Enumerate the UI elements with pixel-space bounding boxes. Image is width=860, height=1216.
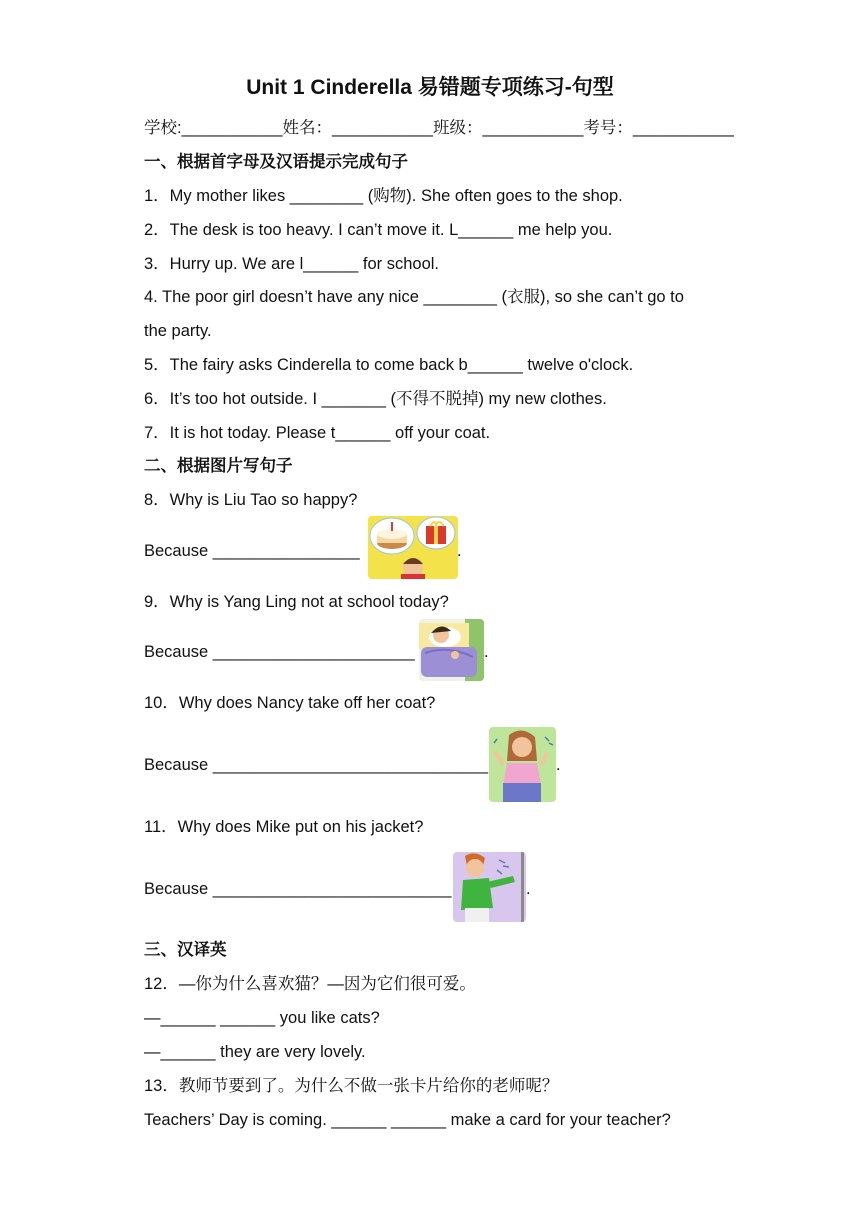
birthday-cake-and-gift-picture bbox=[368, 516, 458, 579]
section-1-heading: 一、根据首字母及汉语提示完成句子 bbox=[144, 153, 408, 171]
section-2-heading: 二、根据图片写句子 bbox=[144, 457, 293, 475]
student-info-line: 学校:___________姓名：___________班级：___________考号：___________ bbox=[144, 119, 734, 137]
question-9: 9．Why is Yang Ling not at school today? bbox=[144, 593, 449, 611]
question-5: 5．The fairy asks Cinderella to come back b______ twelve o'clock. bbox=[144, 356, 634, 374]
question-12-line-1: —______ ______ you like cats? bbox=[144, 1009, 380, 1027]
question-2: 2．The desk is too heavy. I can’t move it. L______ me help you. bbox=[144, 221, 613, 239]
answer-11-line: Because __________________________ bbox=[144, 880, 452, 898]
answer-8-line: Because ________________ bbox=[144, 542, 360, 560]
question-6: 6．It’s too hot outside. I _______ (不得不脱掉) my new clothes. bbox=[144, 390, 607, 408]
question-12: 12．—你为什么喜欢猫？—因为它们很可爱。 bbox=[144, 975, 476, 993]
question-7: 7．It is hot today. Please t______ off your coat. bbox=[144, 424, 491, 442]
answer-9-line: Because ______________________ bbox=[144, 643, 415, 661]
question-10: 10．Why does Nancy take off her coat? bbox=[144, 694, 436, 712]
question-13: 13．教师节要到了。为什么不做一张卡片给你的老师呢？ bbox=[144, 1077, 559, 1095]
page-title: Unit 1 Cinderella 易错题专项练习-句型 bbox=[246, 76, 614, 99]
question-12-line-2: —______ they are very lovely. bbox=[144, 1043, 366, 1061]
question-1: 1．My mother likes ________ (购物). She often goes to the shop. bbox=[144, 187, 623, 205]
answer-8-period: . bbox=[457, 542, 462, 560]
question-4-line-1: 4. The poor girl doesn’t have any nice ________ (衣服), so she can’t go to bbox=[144, 288, 684, 306]
answer-10-line: Because ______________________________ bbox=[144, 756, 489, 774]
answer-10-period: . bbox=[556, 756, 561, 774]
question-11: 11．Why does Mike put on his jacket? bbox=[144, 818, 424, 836]
question-4-line-2: the party. bbox=[144, 322, 212, 340]
section-3-heading: 三、汉译英 bbox=[144, 941, 227, 959]
boy-feeling-cold-picture bbox=[453, 852, 526, 922]
question-8: 8．Why is Liu Tao so happy? bbox=[144, 491, 358, 509]
question-13-line: Teachers’ Day is coming. ______ ______ make a card for your teacher? bbox=[144, 1111, 671, 1129]
question-3: 3．Hurry up. We are l______ for school. bbox=[144, 255, 440, 273]
answer-11-period: . bbox=[526, 880, 531, 898]
girl-feeling-hot-picture bbox=[489, 727, 556, 802]
answer-9-period: . bbox=[484, 643, 489, 661]
sick-girl-in-bed-picture bbox=[419, 619, 484, 681]
